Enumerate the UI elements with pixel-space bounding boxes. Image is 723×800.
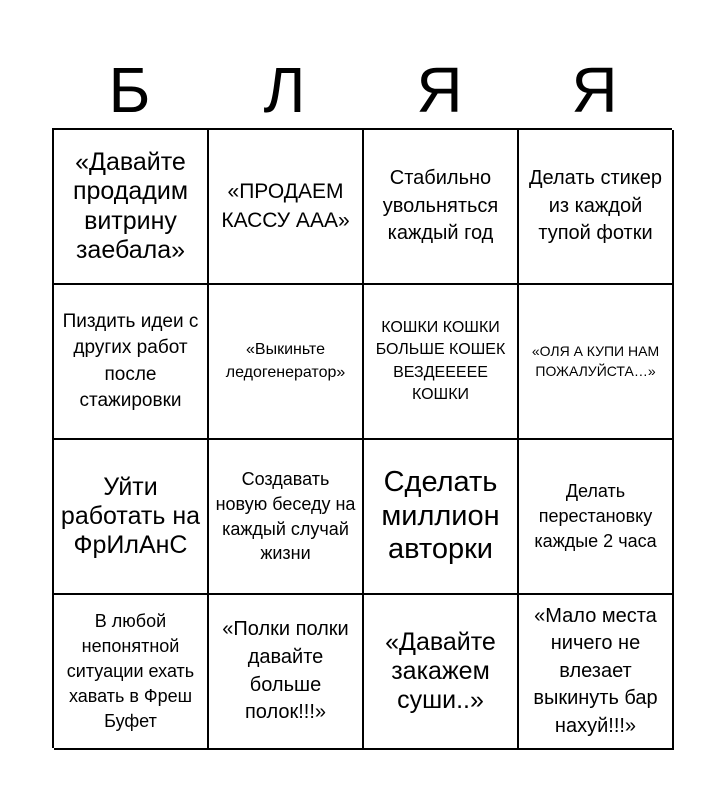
bingo-header: [52, 52, 672, 128]
bingo-board: [52, 128, 672, 748]
bingo-cell-r1c4[interactable]: [519, 130, 674, 285]
header-letter-3: Я: [416, 54, 463, 126]
bingo-cell-r1c2[interactable]: [209, 130, 364, 285]
bingo-cell-r1c3[interactable]: [364, 130, 519, 285]
cell-text: Делать стикер из каждой тупой фотки: [528, 167, 663, 245]
header-letter-1: Б: [108, 54, 151, 126]
cell-text: «ПРОДАЕМ КАССУ ААА»: [221, 179, 350, 232]
cell-text: Уйти работать на ФрИлАнС: [60, 472, 201, 560]
cell-text: Создавать новую беседу на каждый случай жизни: [215, 468, 356, 564]
bingo-cell-r3c3[interactable]: [364, 440, 519, 595]
cell-text: Стабильно увольняться каждый год: [382, 167, 499, 245]
cell-text: «ОЛЯ А КУПИ НАМ ПОЖАЛУЙСТА…»: [531, 342, 660, 379]
bingo-cell-r3c1[interactable]: [54, 440, 209, 595]
bingo-cell-r2c3[interactable]: [364, 285, 519, 440]
header-letter-4: Я: [571, 54, 618, 126]
cell-text: «Полки полки давайте больше полок!!!»: [222, 618, 349, 724]
cell-text: Сделать миллион авторки: [381, 465, 500, 566]
bingo-cell-r3c4[interactable]: [519, 440, 674, 595]
cell-text: КОШКИ КОШКИ БОЛЬШЕ КОШЕК ВЕЗДЕЕЕЕЕ КОШКИ: [375, 319, 506, 403]
cell-text: «Выкиньте ледогенератор»: [225, 341, 346, 381]
cell-text: Делать перестановку каждые 2 часа: [534, 481, 657, 551]
bingo-cell-r1c1[interactable]: [54, 130, 209, 285]
bingo-cell-r4c1[interactable]: [54, 595, 209, 750]
bingo-cell-r4c3[interactable]: [364, 595, 519, 750]
bingo-cell-r4c4[interactable]: [519, 595, 674, 750]
bingo-cell-r2c1[interactable]: [54, 285, 209, 440]
bingo-cell-r2c2[interactable]: [209, 285, 364, 440]
header-letter-2: Л: [263, 54, 306, 126]
bingo-cell-r2c4[interactable]: [519, 285, 674, 440]
cell-text: В любой непонятной ситуации ехать хавать в Фреш Буфет: [66, 611, 195, 731]
bingo-cell-r4c2[interactable]: [209, 595, 364, 750]
cell-text: «Давайте продадим витрину заебала»: [72, 148, 189, 264]
cell-text: «Мало места ничего не влезает выкинуть бар нахуй!!!»: [533, 604, 658, 737]
cell-text: Пиздить идеи с других работ после стажировки: [62, 311, 199, 411]
bingo-cell-r3c2[interactable]: [209, 440, 364, 595]
cell-text: «Давайте закажем суши..»: [385, 627, 496, 715]
